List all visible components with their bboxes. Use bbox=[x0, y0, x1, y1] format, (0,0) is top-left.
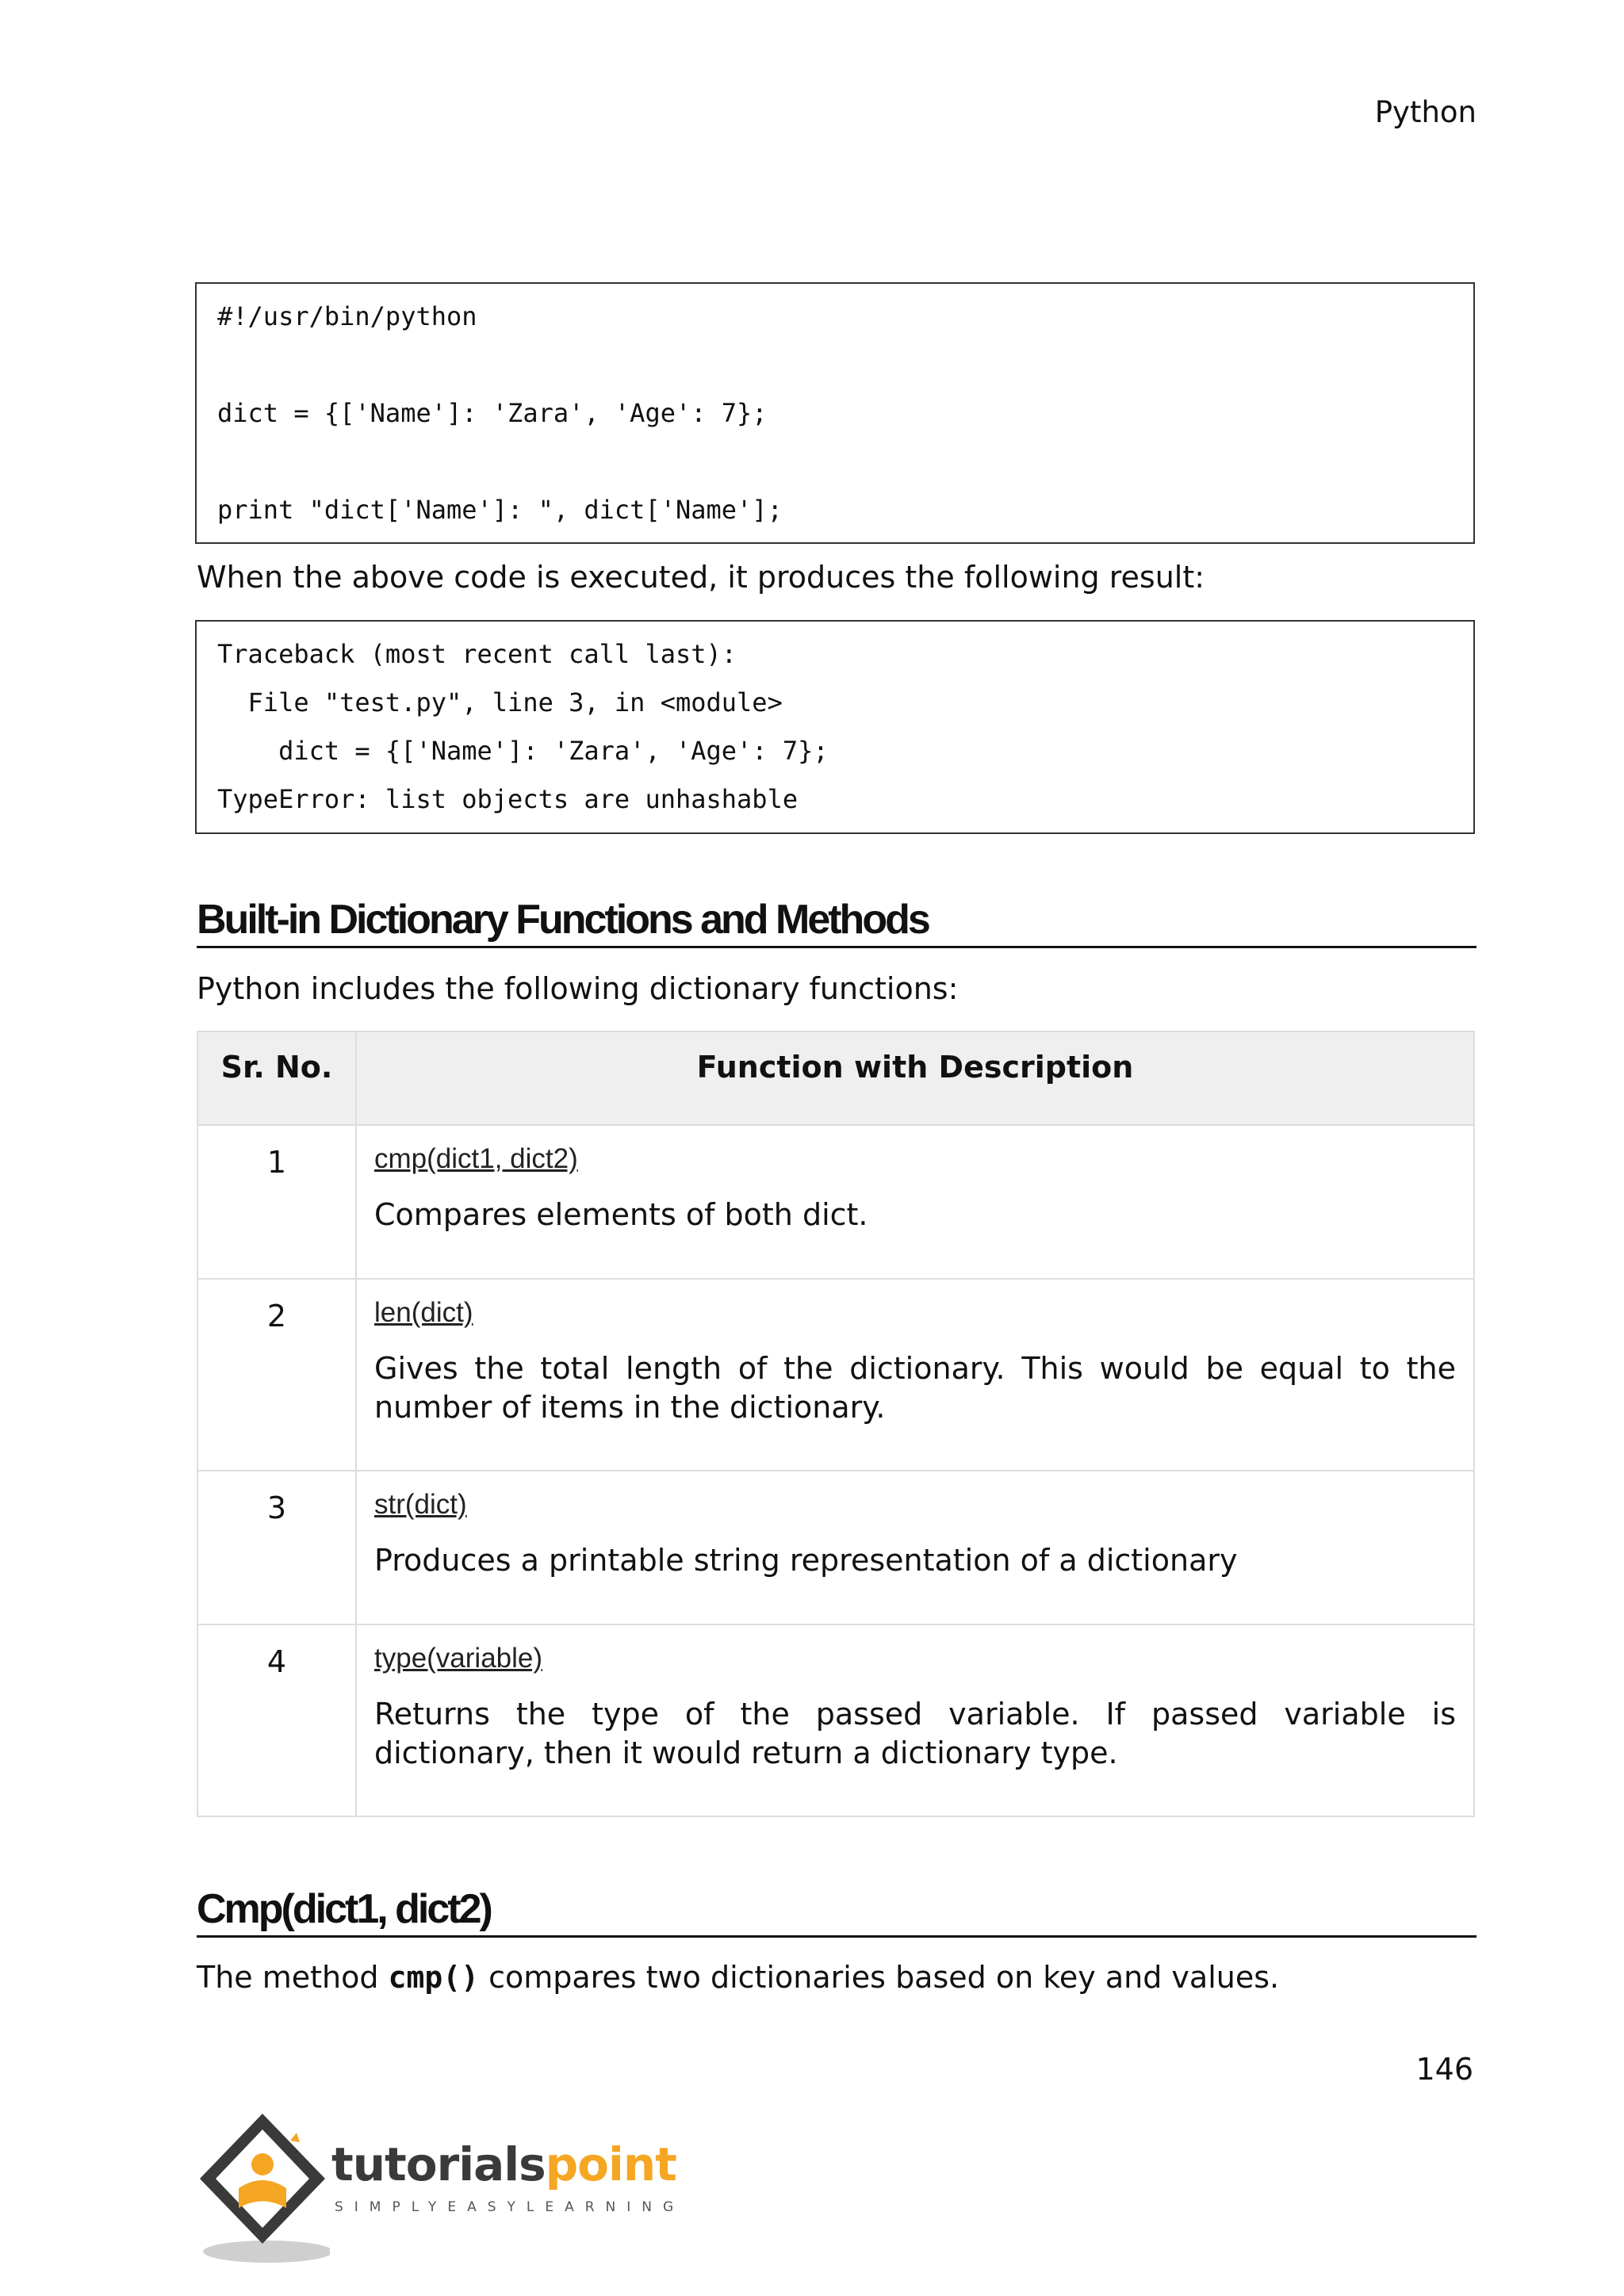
code-line: print "dict['Name']: ", dict['Name']; bbox=[217, 495, 783, 525]
row-number: 1 bbox=[197, 1125, 356, 1279]
result-intro: When the above code is executed, it produces the following result: bbox=[197, 560, 1205, 595]
row-number: 4 bbox=[197, 1624, 356, 1816]
column-header-sr-no: Sr. No. bbox=[197, 1031, 356, 1125]
cmp-text-before: The method bbox=[197, 1960, 389, 1995]
code-line: #!/usr/bin/python bbox=[217, 301, 477, 331]
logo-diamond-icon bbox=[195, 2109, 330, 2267]
row-number: 3 bbox=[197, 1471, 356, 1624]
section-heading-builtin-functions: Built-in Dictionary Functions and Methods bbox=[197, 897, 1477, 948]
table-row bbox=[197, 1624, 1474, 1816]
column-header-function: Function with Description bbox=[356, 1031, 1474, 1125]
table-row bbox=[197, 1471, 1474, 1624]
logo-wordmark bbox=[331, 2137, 676, 2191]
cmp-code: cmp() bbox=[388, 1960, 479, 1995]
table-header-row bbox=[197, 1031, 1474, 1125]
output-line: File "test.py", line 3, in <module> bbox=[217, 687, 783, 718]
functions-table bbox=[197, 1031, 1475, 1817]
cmp-text-after: compares two dictionaries based on key and values. bbox=[478, 1960, 1280, 1995]
function-link[interactable]: len(dict) bbox=[374, 1297, 473, 1328]
output-line: Traceback (most recent call last): bbox=[217, 639, 737, 669]
code-line: dict = {['Name']: 'Zara', 'Age': 7}; bbox=[217, 398, 768, 428]
page-number: 146 bbox=[1415, 2052, 1473, 2087]
table-row bbox=[197, 1279, 1474, 1471]
code-block-source bbox=[195, 282, 1475, 544]
output-line: TypeError: list objects are unhashable bbox=[217, 784, 799, 814]
function-cell bbox=[356, 1125, 1474, 1279]
function-cell bbox=[356, 1624, 1474, 1816]
table-row bbox=[197, 1125, 1474, 1279]
cmp-description bbox=[197, 1960, 1279, 1995]
tutorialspoint-logo bbox=[195, 2109, 687, 2267]
output-line: dict = {['Name']: 'Zara', 'Age': 7}; bbox=[217, 736, 829, 766]
function-link[interactable]: type(variable) bbox=[374, 1643, 543, 1674]
logo-word-point: point bbox=[545, 2137, 676, 2191]
section-intro: Python includes the following dictionary functions: bbox=[197, 971, 959, 1006]
function-description: Gives the total length of the dictionary. This would be equal to the number of items in the dictionary. bbox=[374, 1351, 1456, 1425]
code-block-output bbox=[195, 620, 1475, 834]
function-description: Compares elements of both dict. bbox=[374, 1197, 868, 1232]
logo-word-tutorials: tutorials bbox=[331, 2137, 546, 2191]
logo-tagline: SIMPLYEASYLEARNING bbox=[335, 2199, 685, 2215]
function-description: Produces a printable string representation of a dictionary bbox=[374, 1543, 1238, 1578]
running-header: Python bbox=[1374, 95, 1477, 129]
function-description: Returns the type of the passed variable. If passed variable is dictionary, then it would return a dictionary type. bbox=[374, 1697, 1456, 1771]
function-cell bbox=[356, 1471, 1474, 1624]
section-heading-cmp: Cmp(dict1, dict2) bbox=[197, 1887, 1477, 1938]
function-cell bbox=[356, 1279, 1474, 1471]
row-number: 2 bbox=[197, 1279, 356, 1471]
function-link[interactable]: str(dict) bbox=[374, 1489, 467, 1520]
function-link[interactable]: cmp(dict1, dict2) bbox=[374, 1143, 578, 1174]
